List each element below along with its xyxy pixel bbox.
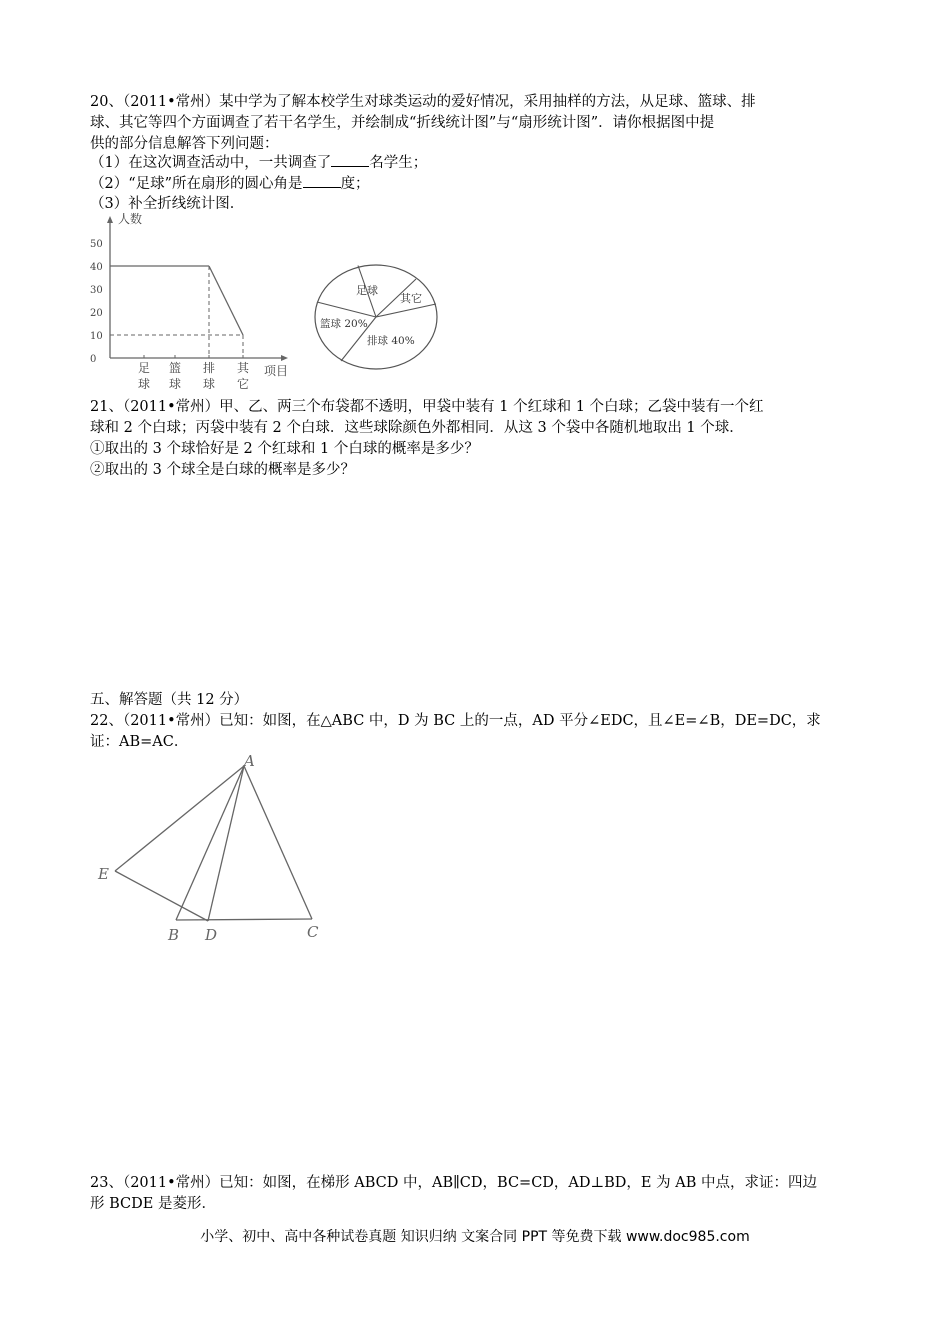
x-tick-label: 球 [138,377,151,391]
q21-line-4: ②取出的 3 个球全是白球的概率是多少？ [90,462,355,478]
y-tick-label: 50 [90,239,103,250]
page-footer: 小学、初中、高中各种试卷真题 知识归纳 文案合同 PPT 等免费下载 www.doc985.com [200,1229,750,1245]
x-tick-label: 其 [237,361,250,375]
line-chart [88,208,298,398]
q20-sub-3: （3）补全折线统计图． [90,196,245,212]
y-tick-label: 10 [90,331,103,342]
q20-line-1: 20、（2011•常州）某中学为了解本校学生对球类运动的爱好情况，采用抽样的方法，从足球、篮球、排 [90,94,756,110]
answer-blank-1 [331,152,369,167]
triangle-figure [92,752,332,947]
x-tick-label: 足 [138,361,151,375]
q21-line-1: 21、（2011•常州）甲、乙、两三个布袋都不透明，甲袋中装有 1 个红球和 1 个白球；乙袋中装有一个红 [90,399,764,415]
series-line [209,266,243,335]
segment-AC [244,766,312,919]
q20-line-3: 供的部分信息解答下列问题： [90,136,279,152]
q23-line-2: 形 BCDE 是菱形． [90,1196,216,1212]
x-tick-label: 篮 [169,361,182,375]
y-tick-label: 0 [90,354,97,365]
q20-sub-2-text-a: （2）“足球”所在扇形的圆心角是 [90,176,303,192]
pie-label-volleyball: 排球 40% [367,335,415,347]
x-tick-label: 球 [169,377,182,391]
pie-chart [312,262,442,372]
x-axis-arrow [281,355,288,361]
q22-line-2: 证：AB=AC． [90,734,189,750]
segment-AD [208,766,244,921]
q20-line-2: 球、其它等四个方面调查了若干名学生，并绘制成“折线统计图”与“扇形统计图”．请你根据图中提 [90,115,715,131]
y-axis-arrow [107,216,113,223]
point-label-C: C [307,923,319,941]
segment-BC [176,919,312,920]
q22-line-1: 22、（2011•常州）已知：如图，在△ABC 中，D 为 BC 上的一点，AD 平分∠EDC，且∠E=∠B，DE=DC，求 [90,713,821,729]
segment-AB [176,766,244,920]
point-label-E: E [98,865,109,883]
segment-AE [115,766,244,871]
q20-sub-2-text-b: 度； [340,176,370,192]
q21-line-2: 球和 2 个白球；丙袋中装有 2 个白球．这些球除颜色外都相同．从这 3 个袋中各随机地取出 1 个球． [90,420,744,436]
q23-line-1: 23、（2011•常州）已知：如图，在梯形 ABCD 中，AB∥CD，BC=CD，AD⊥BD，E 为 AB 中点，求证：四边 [90,1175,817,1191]
point-label-A: A [244,752,255,770]
x-tick-label: 它 [237,377,250,391]
pie-divider-left [317,302,376,317]
x-axis-label: 项目 [264,364,289,378]
x-tick-label: 球 [203,377,216,391]
q20-sub-1-text-b: 名学生； [369,155,428,171]
q20-sub-2 [90,173,370,194]
y-axis-label: 人数 [118,212,143,226]
answer-blank-2 [303,173,341,188]
section-5-title: 五、解答题（共 12 分） [90,692,249,708]
pie-divider-right [376,304,436,317]
x-tick-label: 排 [203,361,216,375]
q20-sub-1 [90,152,427,173]
point-label-B: B [168,926,180,944]
y-tick-label: 30 [90,285,103,296]
q20-sub-1-text-a: （1）在这次调查活动中，一共调查了 [90,155,332,171]
q21-line-3: ①取出的 3 个球恰好是 2 个红球和 1 个白球的概率是多少？ [90,441,479,457]
pie-label-football: 足球 [356,284,378,297]
point-label-D: D [205,926,218,944]
y-tick-label: 40 [90,262,103,273]
y-tick-label: 20 [90,308,103,319]
pie-label-other: 其它 [400,292,422,305]
pie-label-basketball: 篮球 20% [320,318,368,330]
